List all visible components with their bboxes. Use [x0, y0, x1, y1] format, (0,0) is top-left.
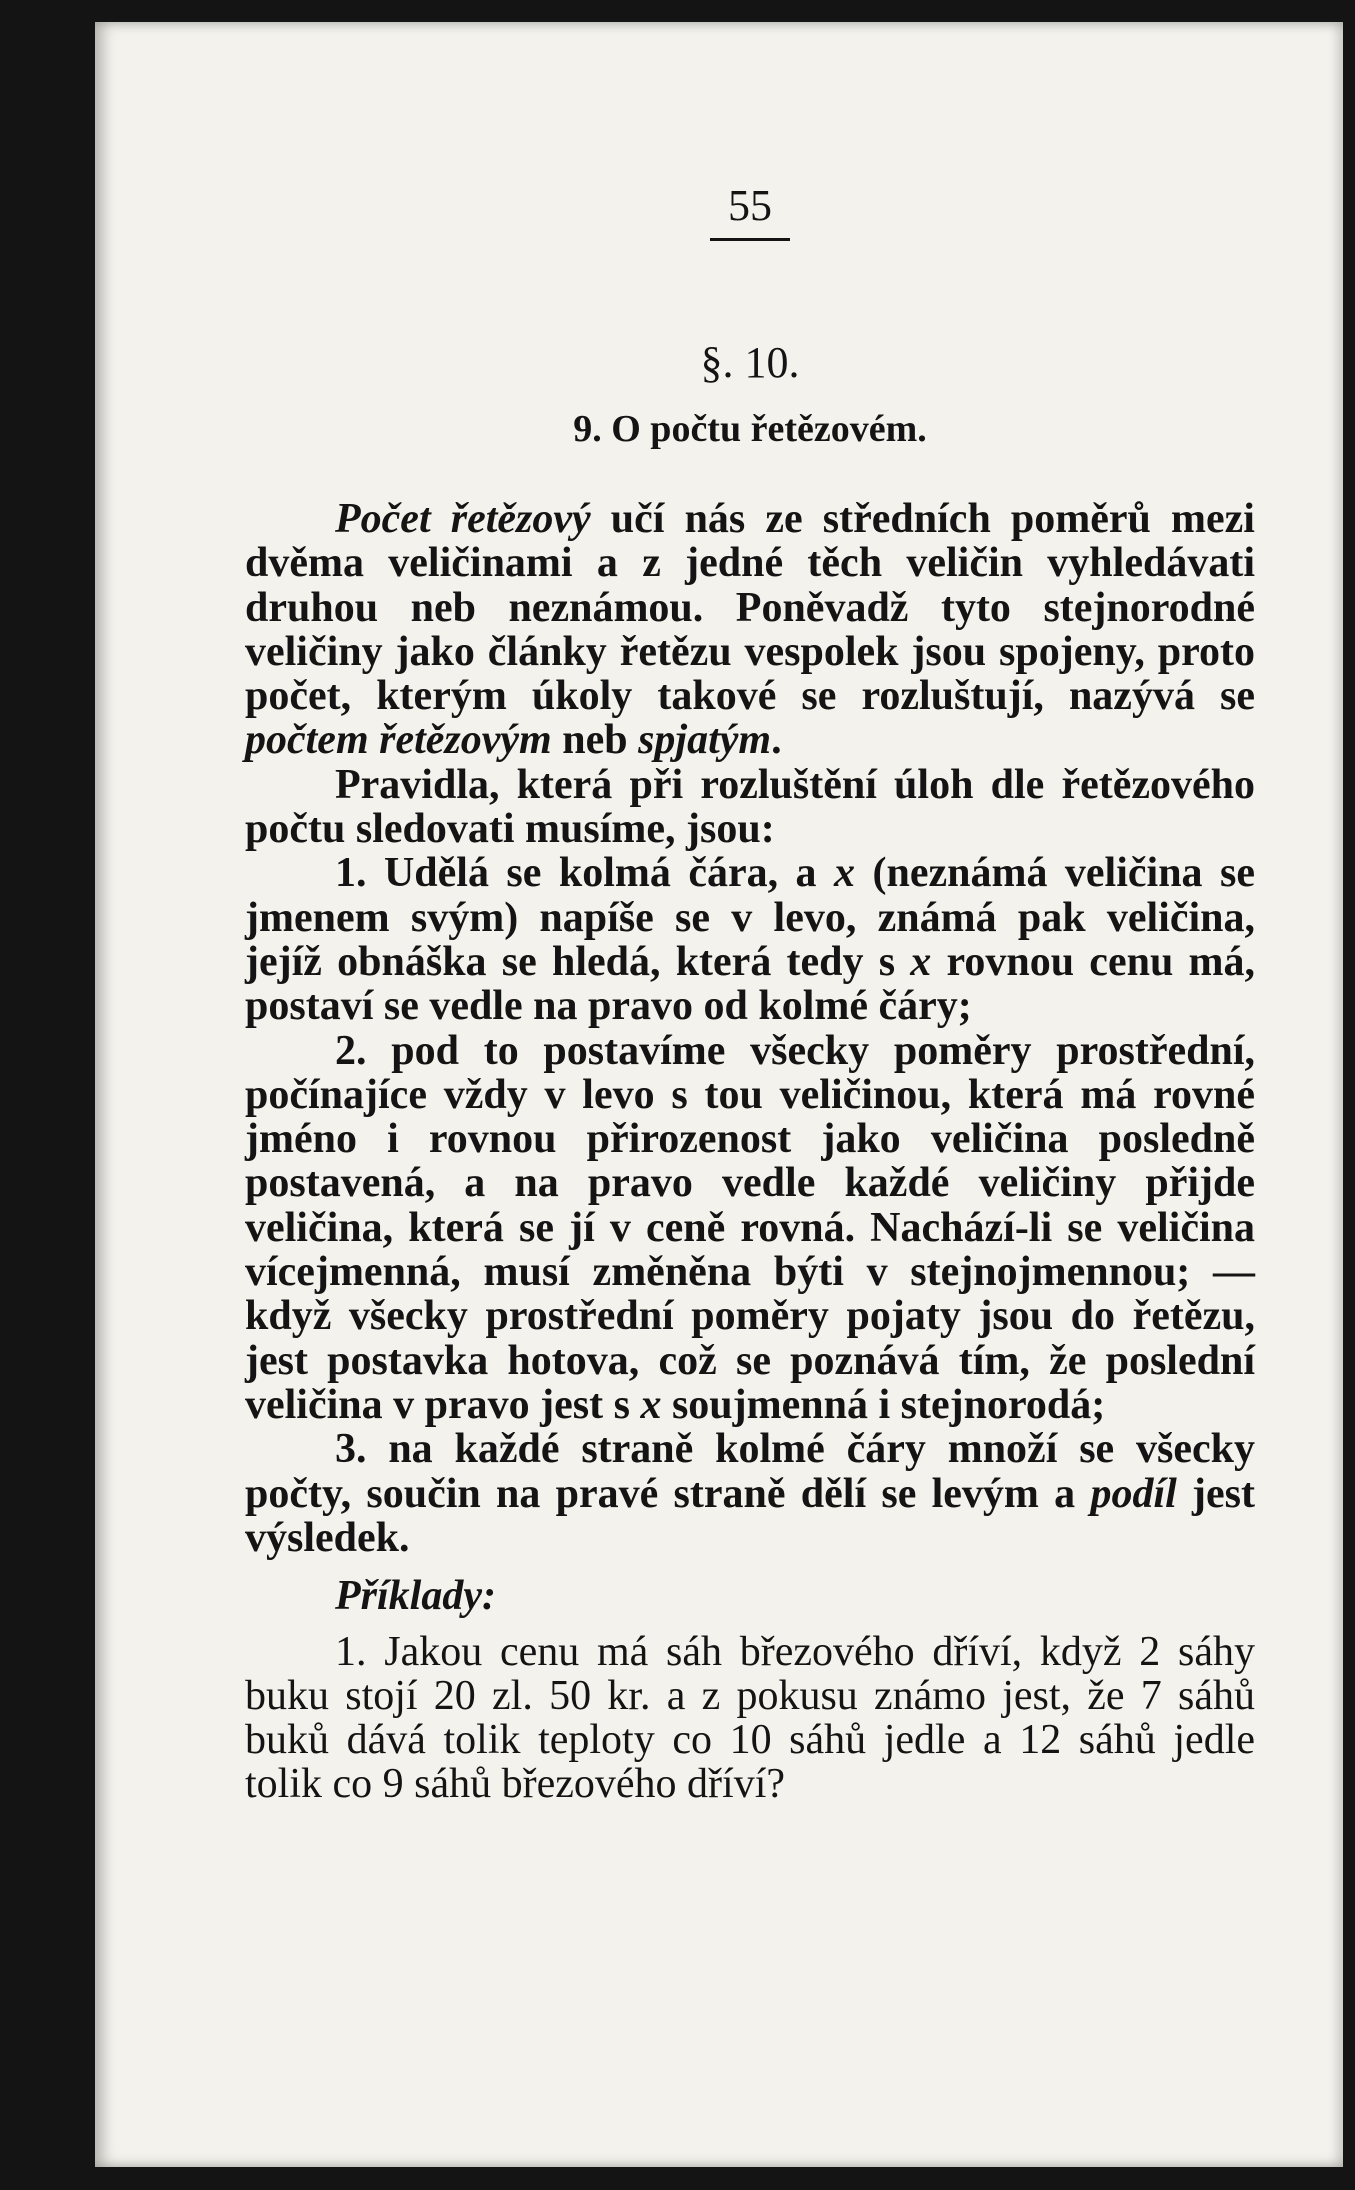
examples-heading: Příklady:	[335, 1573, 496, 1620]
book-page	[95, 22, 1343, 2167]
term-pocet-retezovy: Počet řetězový	[335, 496, 591, 542]
chapter-heading: 9. O počtu řetězovém.	[573, 408, 927, 450]
paragraph-intro: Počet řetězový učí nás ze středních poměrů mezi dvěma veličinami a z jedné těch veličin vyhledávati druhou neb neznámou. Poněvadž tyto stejnorodné veličiny jako články řetězu vespolek jsou spojeny, proto počet, kterým úkoly takové se rozluštují, nazývá se počtem řetězovým neb spjatým.	[245, 496, 1255, 764]
paragraph-rule-2: 2. pod to postavíme všecky poměry prostřední, počínajíce vždy v levo s tou veličinou, která má rovné jméno i rovnou přirozenost jako veličina posledně postavená, a na pravo vedle každé veličiny přijde veličina, která se jí v ceně rovná. Nachází-li se veličina vícejmenná, musí změněna býti v stejnojmennou; — když všecky prostřední poměry pojaty jsou do řetězu, jest postavka hotova, což se poznává tím, že poslední veličina v pravo jest s x soujmenná i stejnorodá;	[245, 1027, 1255, 1428]
paragraph-rule-3: 3. na každé straně kolmé čáry množí se všecky počty, součin na pravé straně dělí se levým a podíl jest výsledek.	[245, 1426, 1255, 1561]
page-number: 55	[245, 180, 1255, 231]
term-podil: podíl	[1090, 1470, 1177, 1517]
body-text	[245, 497, 1255, 1806]
paragraph-example-1: 1. Jakou cenu má sáh březového dříví, když 2 sáhy buku stojí 20 zl. 50 kr. a z pokusu známo jest, že 7 sáhů buků dává tolik teploty co 10 sáhů jedle a 12 sáhů jedle tolik co 9 sáhů březového dříví?	[245, 1629, 1255, 1808]
paragraph-rule-1: 1. Udělá se kolmá čára, a x (neznámá veličina se jmenem svým) napíše se v levo, známá pak veličina, jejíž obnáška se hledá, která tedy s x rovnou cenu má, postaví se vedle na pravo od kolmé čáry;	[245, 850, 1255, 1030]
term-spjatym: spjatým	[638, 717, 772, 764]
paragraph-rules-intro: Pravidla, která při rozluštění úloh dle řetězového počtu sledovati musíme, jsou:	[245, 761, 1255, 853]
section-number: §. 10.	[700, 338, 800, 387]
term-poctem-retezovym: počtem řetězovým	[245, 717, 552, 764]
